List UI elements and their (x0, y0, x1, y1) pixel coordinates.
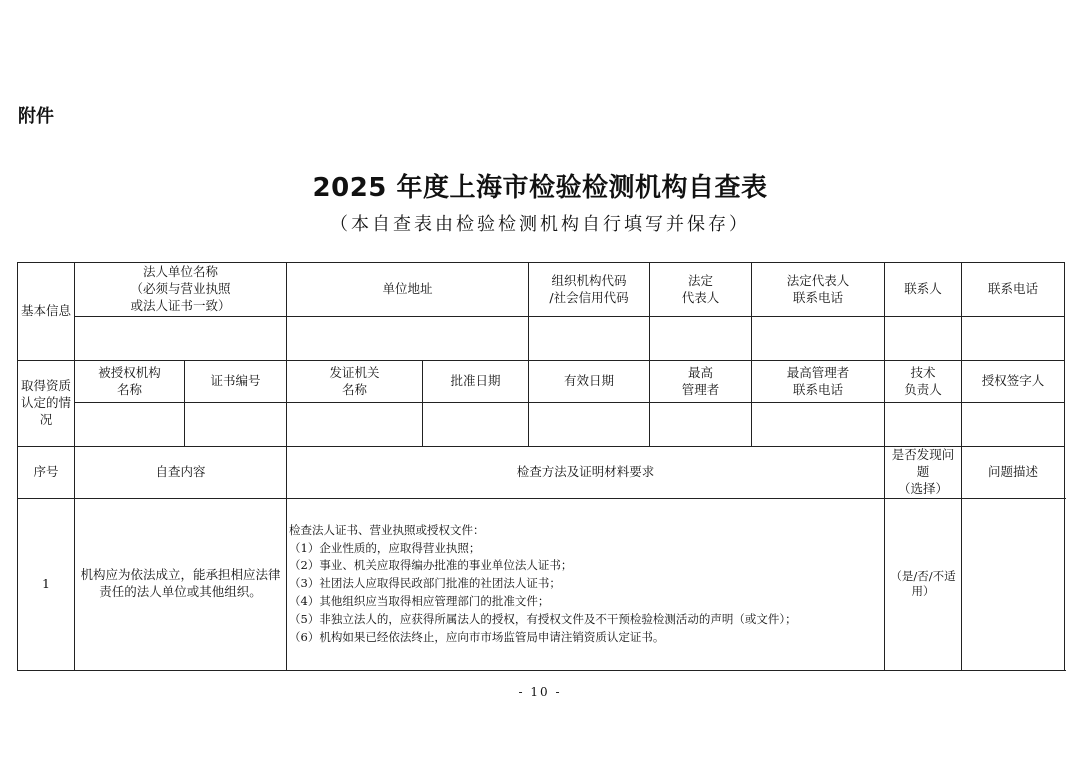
attachment-label: 附件 (18, 106, 54, 127)
input-contact-phone[interactable] (962, 317, 1065, 361)
basic-info-col-org-code: 组织机构代码 /社会信用代码 (529, 263, 650, 317)
qualification-input-row (18, 403, 1065, 447)
basic-info-col-contact: 联系人 (885, 263, 962, 317)
input-org-code[interactable] (529, 317, 650, 361)
page-subtitle: （本自查表由检验检测机构自行填写并保存） (330, 214, 750, 235)
method-line: （4）其他组织应当取得相应管理部门的批准文件； (289, 594, 550, 609)
basic-info-col-legal-rep: 法定 代表人 (650, 263, 752, 317)
problem-description-input[interactable] (962, 498, 1065, 670)
qualification-header-row (18, 361, 1065, 403)
input-valid-date[interactable] (529, 403, 650, 447)
basic-info-col-legal-rep-phone: 法定代表人 联系电话 (752, 263, 885, 317)
method-line: （3）社团法人应取得民政部门批准的社团法人证书； (289, 576, 561, 591)
input-legal-rep-phone[interactable] (752, 317, 885, 361)
qual-col-authorized-org: 被授权机构 名称 (75, 361, 185, 403)
qual-col-valid-date: 有效日期 (529, 361, 650, 403)
check-col-content: 自查内容 (75, 447, 287, 499)
row-index: 1 (18, 498, 75, 670)
qual-col-top-manager: 最高 管理者 (650, 361, 752, 403)
check-col-method: 检查方法及证明材料要求 (287, 447, 885, 499)
check-col-description: 问题描述 (962, 447, 1065, 499)
check-col-index: 序号 (18, 447, 75, 499)
input-cert-number[interactable] (185, 403, 287, 447)
basic-info-col-contact-phone: 联系电话 (962, 263, 1065, 317)
qual-col-tech-lead: 技术 负责人 (885, 361, 962, 403)
input-approval-date[interactable] (423, 403, 529, 447)
input-top-manager[interactable] (650, 403, 752, 447)
input-tech-lead[interactable] (885, 403, 962, 447)
self-check-table (17, 262, 1065, 671)
basic-info-input-row (18, 317, 1065, 361)
row-content: 机构应为依法成立，能承担相应法律责任的法人单位或其他组织。 (75, 498, 287, 670)
qual-col-top-manager-phone: 最高管理者 联系电话 (752, 361, 885, 403)
qual-col-approval-date: 批准日期 (423, 361, 529, 403)
found-choice[interactable]: （是/否/不适用） (885, 498, 962, 670)
qual-col-signatory: 授权签字人 (962, 361, 1065, 403)
check-header-row (18, 447, 1065, 499)
method-line: （6）机构如果已经依法终止，应向市市场监管局申请注销资质认定证书。 (289, 629, 665, 644)
input-legal-entity[interactable] (75, 317, 287, 361)
basic-info-label: 基本信息 (18, 263, 75, 361)
basic-info-col-address: 单位地址 (287, 263, 529, 317)
input-top-manager-phone[interactable] (752, 403, 885, 447)
basic-info-header-row (18, 263, 1065, 317)
row-method (287, 498, 885, 670)
check-col-found: 是否发现问题 （选择） (885, 447, 962, 499)
method-line: （1）企业性质的，应取得营业执照； (289, 540, 481, 555)
input-address[interactable] (287, 317, 529, 361)
input-legal-rep[interactable] (650, 317, 752, 361)
input-authorized-org[interactable] (75, 403, 185, 447)
method-line: （5）非独立法人的，应获得所属法人的授权，有授权文件及不干预检验检测活动的声明（或文件）； (289, 611, 797, 626)
input-signatory[interactable] (962, 403, 1065, 447)
input-contact[interactable] (885, 317, 962, 361)
table-row (18, 498, 1065, 670)
page-title: 2025 年度上海市检验检测机构自查表 (312, 173, 768, 203)
qual-col-cert-number: 证书编号 (185, 361, 287, 403)
basic-info-col-legal-entity: 法人单位名称 （必须与营业执照 或法人证书一致） (75, 263, 287, 317)
qualification-label: 取得资质认定的情况 (18, 361, 75, 447)
method-line: 检查法人证书、营业执照或授权文件： (289, 522, 485, 537)
method-line: （2）事业、机关应取得编办批准的事业单位法人证书； (289, 558, 573, 573)
input-issuer[interactable] (287, 403, 423, 447)
qual-col-issuer: 发证机关 名称 (287, 361, 423, 403)
page-number: - 10 - (518, 685, 562, 699)
